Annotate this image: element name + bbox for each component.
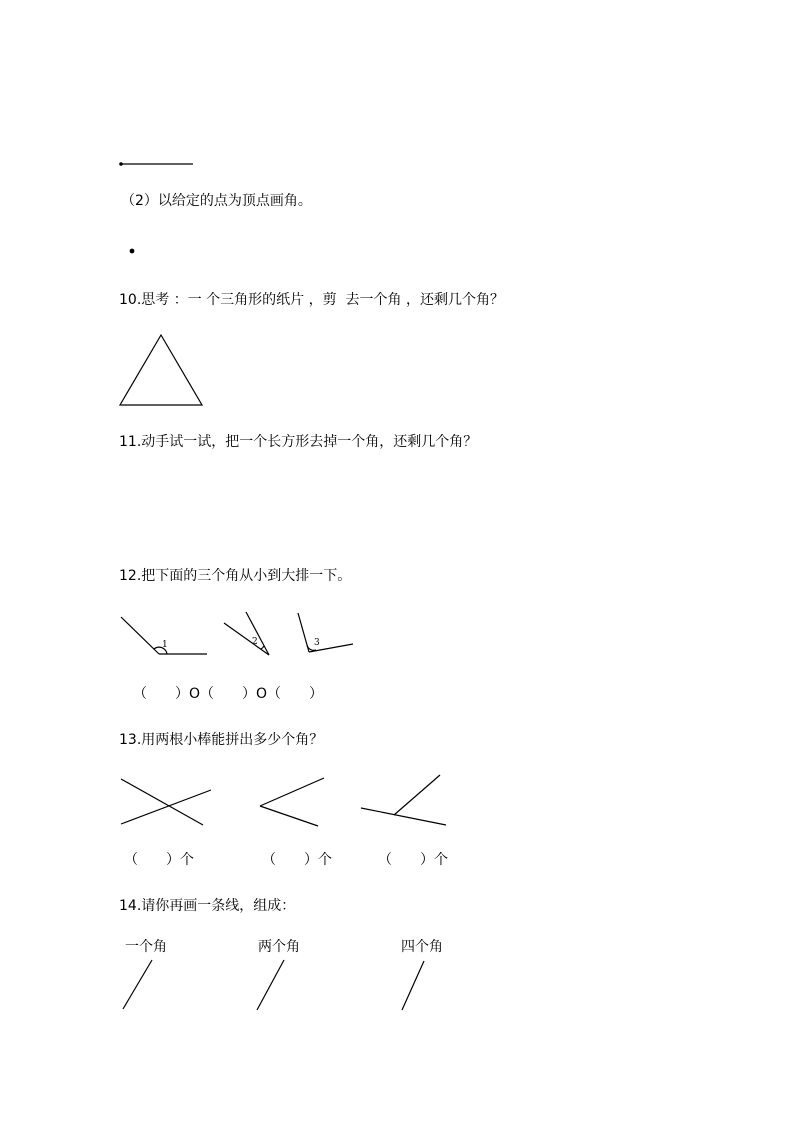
q12-angle-3 — [298, 613, 353, 652]
q9-vertex-point — [130, 249, 135, 254]
q10-triangle — [120, 335, 202, 405]
q10-text: 10.思考 ：一 个三角形的纸片 ，剪 去一个角 ，还剩几个角？ — [119, 292, 504, 308]
q13-figure-vee — [260, 778, 324, 826]
q14-label-one-angle: 一个角 — [125, 939, 167, 955]
q11-text: 11.动手试一试，把一个长方形去掉一个角，还剩几个角？ — [119, 434, 478, 450]
q14-line-3 — [402, 961, 424, 1010]
q12-text: 12.把下面的三个角从小到大排一下。 — [119, 568, 352, 584]
q12-angle-3-label: 3 — [314, 638, 320, 648]
q12-angle-2-label: 2 — [252, 637, 258, 647]
q14-line-2 — [257, 960, 284, 1010]
q13-figure-t — [361, 775, 446, 825]
q13-answer-3: （ ）个 — [378, 852, 448, 868]
q12-answer-row: （ ）O（ ）O（ ） — [133, 686, 324, 702]
q9-segment-figure — [119, 162, 193, 166]
q13-answer-1: （ ）个 — [124, 852, 194, 868]
q9-part2-text: （2）以给定的点为顶点画角。 — [121, 193, 312, 209]
q13-answer-2: （ ）个 — [262, 852, 332, 868]
q14-line-1 — [123, 960, 152, 1009]
q12-angle-1-label: 1 — [162, 640, 168, 650]
q13-figure-cross — [121, 779, 211, 825]
q14-label-four-angles: 四个角 — [401, 939, 443, 955]
q12-angle-2 — [224, 612, 269, 655]
q14-text: 14.请你再画一条线，组成： — [119, 898, 296, 914]
q13-text: 13.用两根小棒能拼出多少个角？ — [119, 732, 324, 748]
q14-label-two-angles: 两个角 — [258, 939, 300, 955]
